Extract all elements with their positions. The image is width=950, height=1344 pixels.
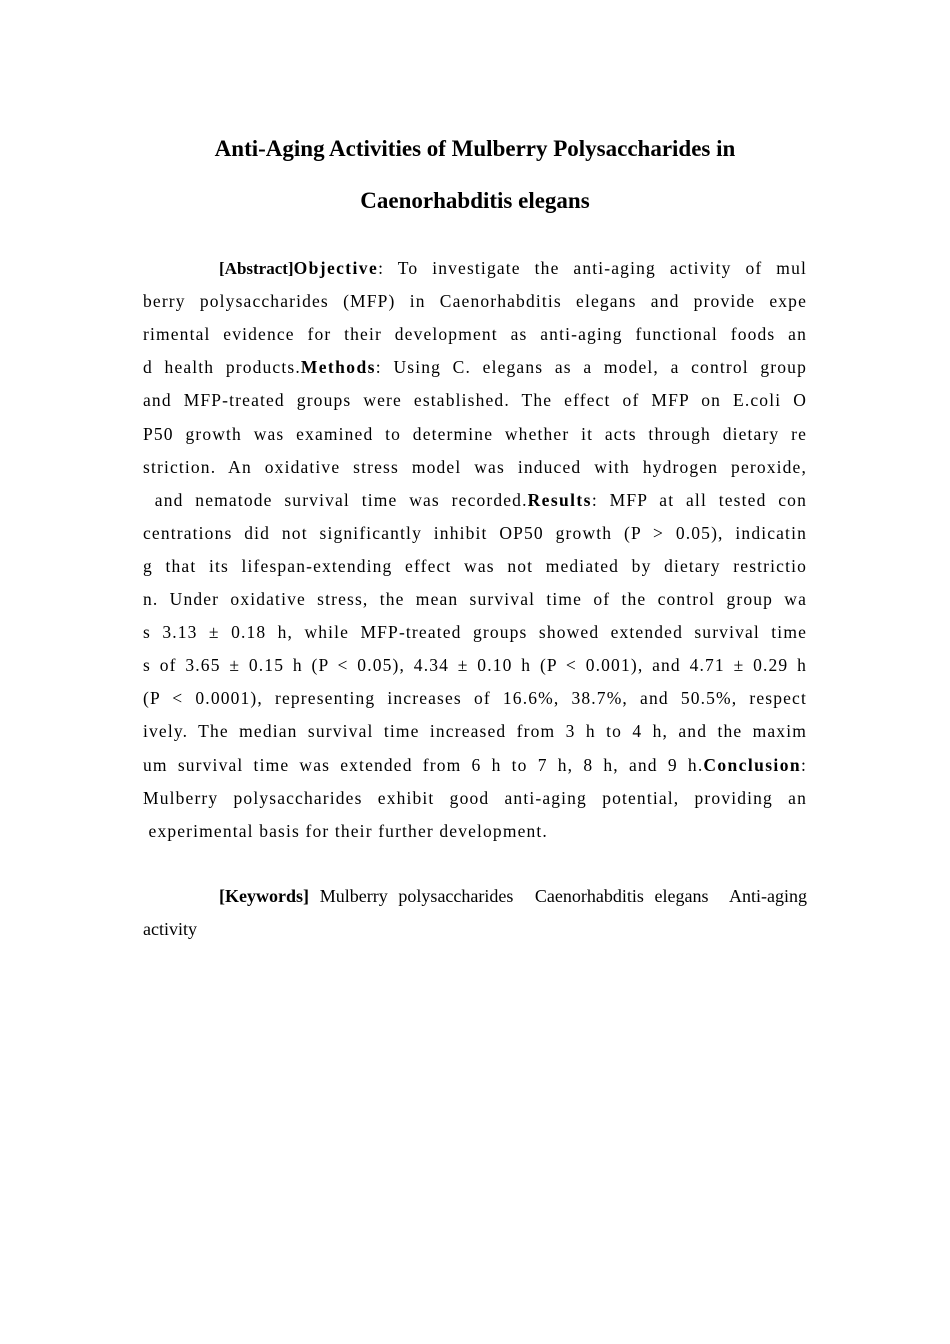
abstract-text: d health products. [143, 357, 301, 378]
abstract-line [143, 322, 807, 346]
keywords-line-1 [219, 884, 807, 908]
abstract-line [143, 554, 807, 578]
paper-title-line-2: Caenorhabditis elegans [360, 188, 590, 213]
abstract-section-heading: Results [527, 489, 592, 510]
keywords-text: Mulberry polysaccharides Caenorhabditis elegans Anti-aging [308, 886, 807, 906]
abstract-line [143, 355, 807, 379]
abstract-line [143, 289, 807, 313]
abstract-text: centrations did not significantly inhibit OP50 growth (P > 0.05), indicatin [143, 522, 807, 543]
abstract-text: g that its lifespan-extending effect was not mediated by dietary restrictio [143, 555, 807, 576]
abstract-section-heading: Conclusion [703, 754, 801, 775]
abstract-text: and nematode survival time was recorded. [143, 489, 528, 510]
abstract-line [143, 653, 807, 677]
abstract-text: s 3.13 ± 0.18 h, while MFP-treated groups showed extended survival time [143, 622, 807, 643]
abstract-text: ively. The median survival time increased from 3 h to 4 h, and the maxim [143, 721, 807, 742]
abstract-line [143, 587, 807, 611]
abstract-text: experimental basis for their further development. [143, 820, 548, 841]
abstract-label: [Abstract] [219, 259, 294, 278]
keywords-line-2: activity [143, 919, 197, 939]
abstract-line [143, 753, 807, 777]
paper-title-line-1: Anti-Aging Activities of Mulberry Polysaccharides in [214, 136, 736, 161]
abstract-line [143, 620, 807, 644]
abstract-text: : [800, 754, 807, 775]
abstract-text: P50 growth was examined to determine whether it acts through dietary re [143, 423, 807, 444]
abstract-text: and MFP-treated groups were established. The effect of MFP on E.coli O [143, 390, 807, 411]
abstract-text: (P < 0.0001), representing increases of 16.6%, 38.7%, and 50.5%, respect [143, 688, 807, 709]
abstract-line [143, 455, 807, 479]
abstract-text: um survival time was extended from 6 h to 7 h, 8 h, and 9 h. [143, 754, 704, 775]
abstract-line [143, 686, 807, 710]
abstract-text: berry polysaccharides (MFP) in Caenorhabditis elegans and provide expe [143, 291, 807, 312]
abstract-text: rimental evidence for their development as anti-aging functional foods an [143, 324, 807, 345]
abstract-text: : Using C. elegans as a model, a control group [375, 357, 807, 378]
abstract-line [219, 256, 807, 280]
abstract-section-heading: Methods [300, 357, 376, 378]
abstract-line [143, 819, 807, 843]
abstract-line [143, 422, 807, 446]
abstract-line [143, 719, 807, 743]
abstract-text: Mulberry polysaccharides exhibit good anti-aging potential, providing an [143, 787, 807, 808]
abstract-text: n. Under oxidative stress, the mean survival time of the control group wa [143, 589, 807, 609]
abstract-text: s of 3.65 ± 0.15 h (P < 0.05), 4.34 ± 0.10 h (P < 0.001), and 4.71 ± 0.29 h [143, 655, 807, 676]
abstract-line [143, 388, 807, 412]
keywords-label: [Keywords] [219, 886, 309, 906]
abstract-line [143, 786, 807, 810]
abstract-line [143, 488, 807, 512]
abstract-text: striction. An oxidative stress model was induced with hydrogen peroxide, [143, 456, 807, 477]
abstract-text: : To investigate the anti-aging activity of mul [378, 258, 807, 278]
abstract-section-heading: Objective [293, 258, 379, 278]
abstract-text: : MFP at all tested con [591, 489, 807, 510]
abstract-line [143, 521, 807, 545]
